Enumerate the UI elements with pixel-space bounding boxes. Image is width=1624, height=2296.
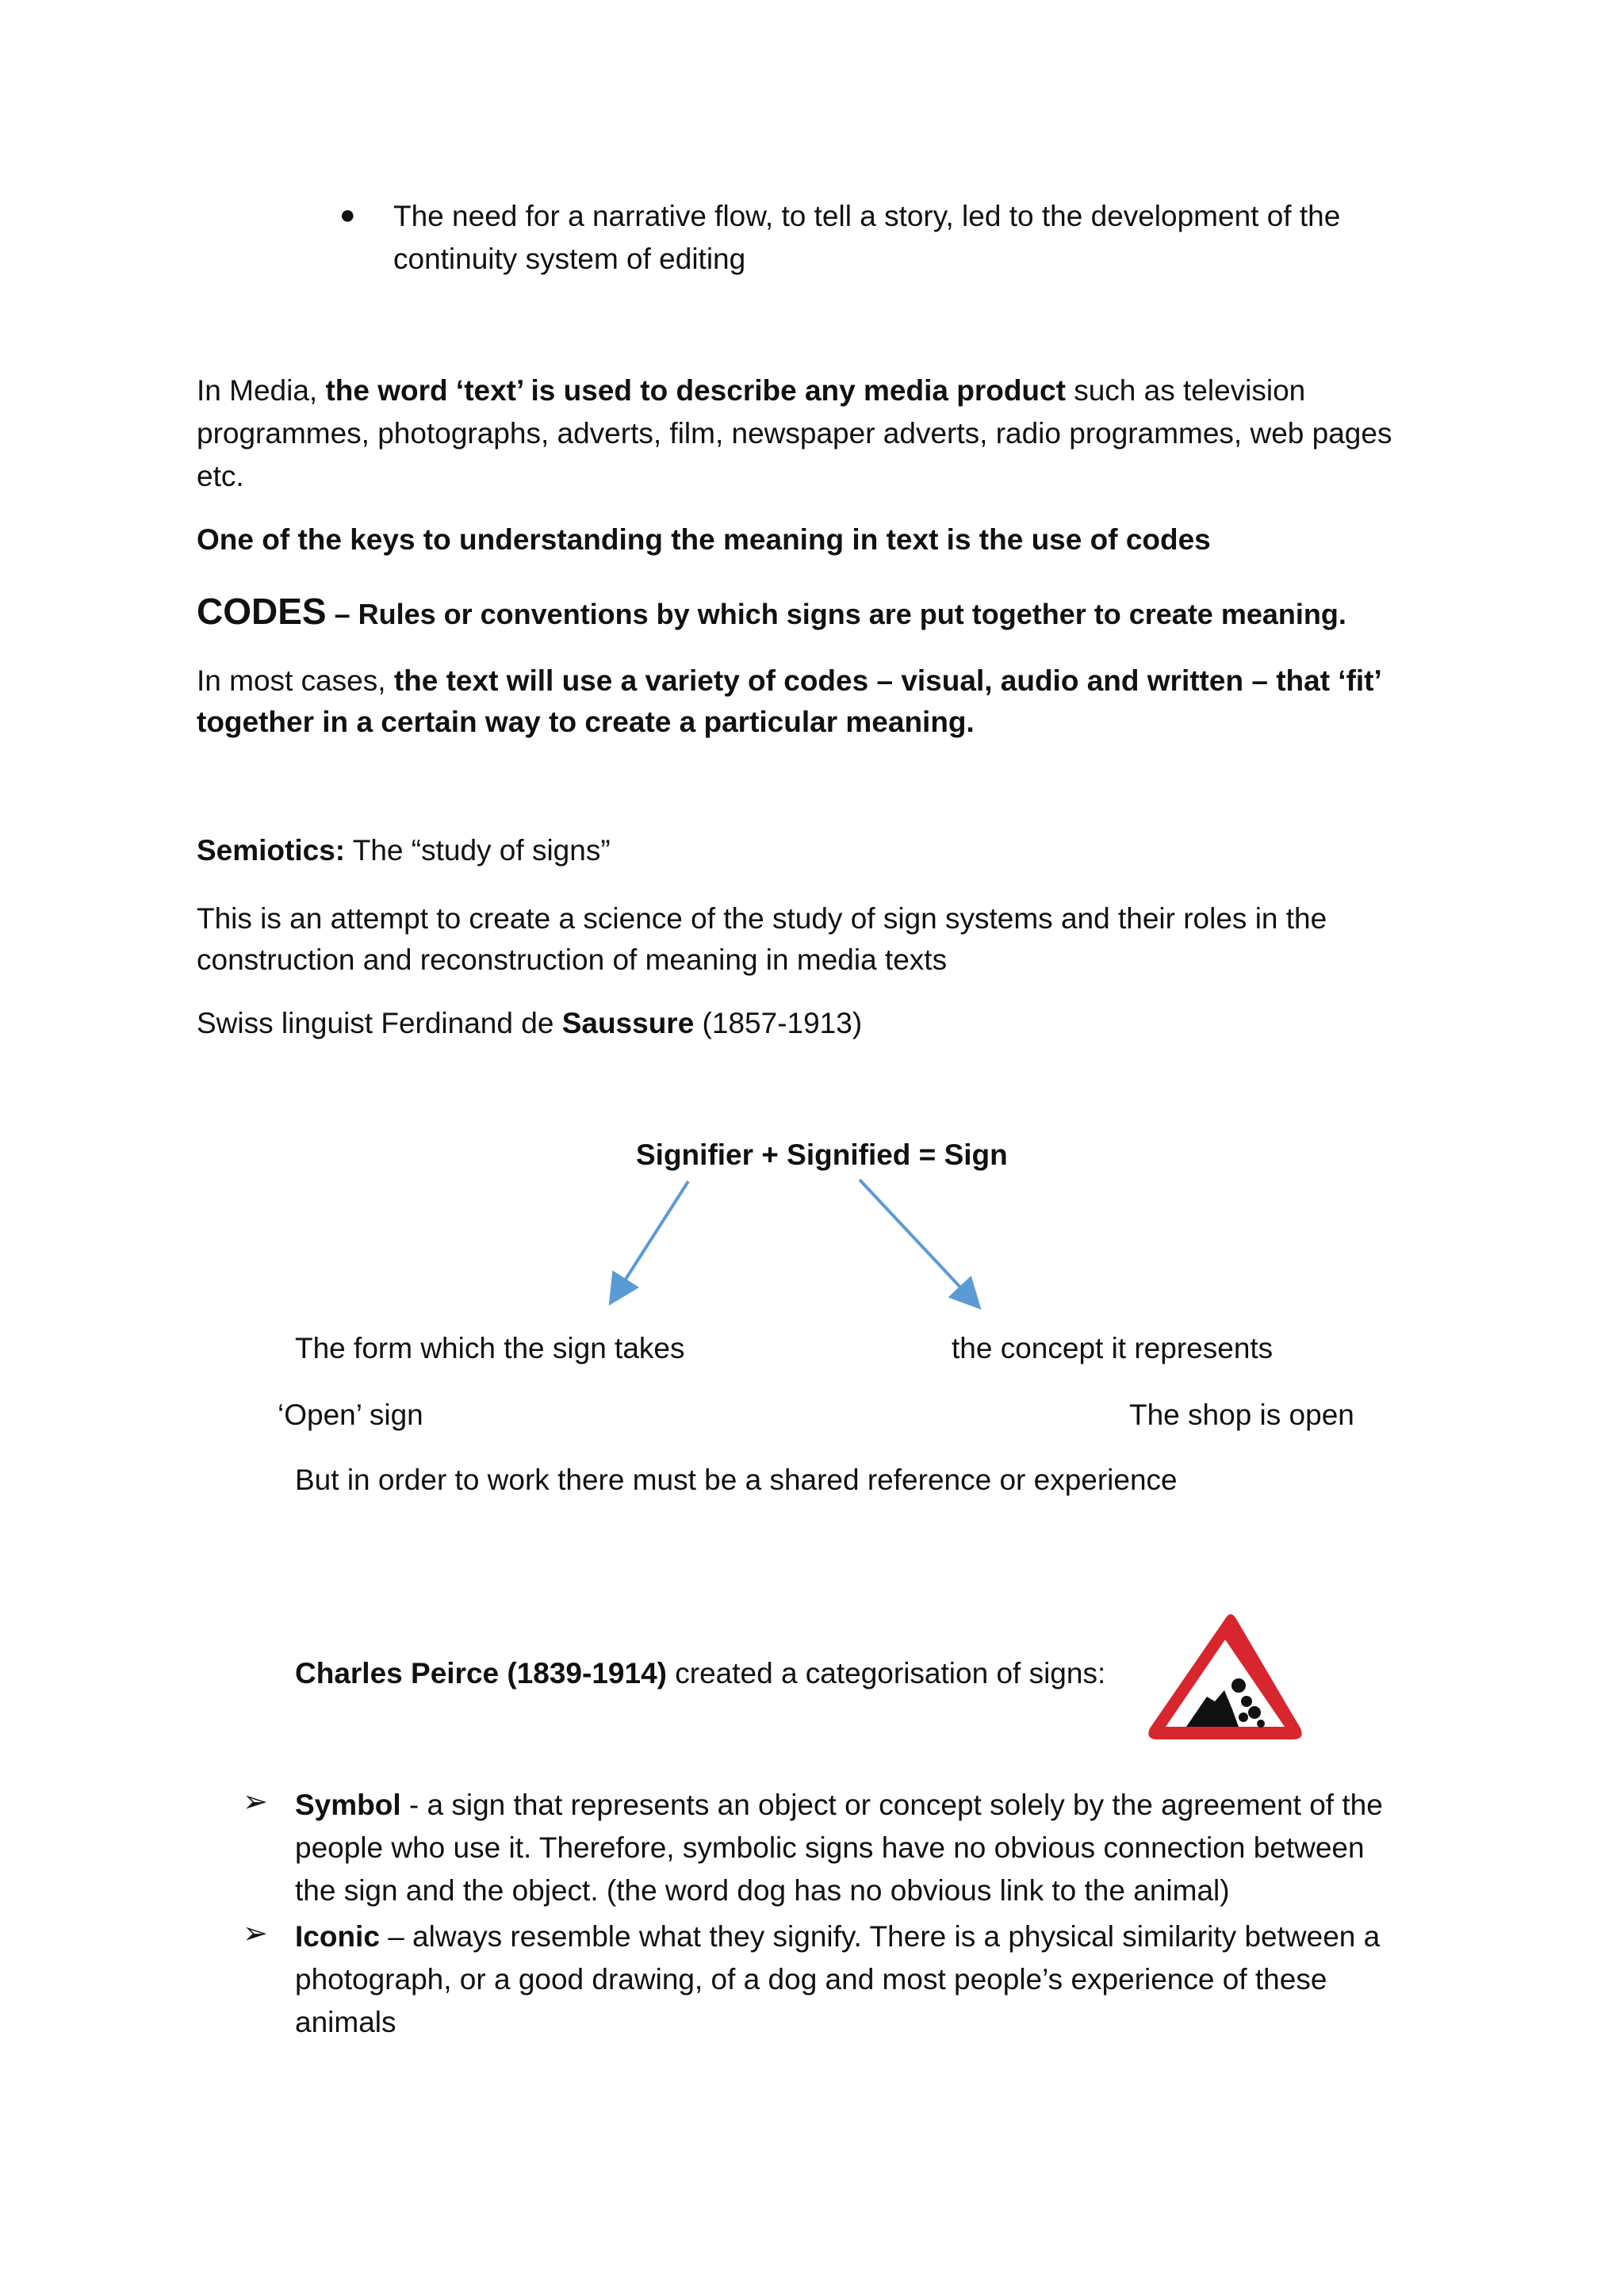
iconic-term: Iconic (295, 1920, 380, 1953)
attempt-line-1: This is an attempt to create a science of the study of sign systems and their roles in the (197, 902, 1327, 935)
media-para-prefix: In Media, (197, 374, 326, 407)
bullet-dot: ● (339, 200, 356, 230)
most-cases-bold-1: the text will use a variety of codes – visual, audio and written – that ‘fit’ (393, 664, 1382, 697)
signified-arrow (860, 1180, 977, 1305)
attempt-line-2: construction and reconstruction of meaning in media texts (197, 943, 948, 976)
signifier-example: ‘Open’ sign (278, 1399, 423, 1431)
symbol-term: Symbol (295, 1789, 401, 1821)
saussure-name: Saussure (561, 1007, 695, 1039)
peirce-text: created a categorisation of signs: (666, 1657, 1106, 1689)
iconic-line-2: photograph, or a good drawing, of a dog and most people’s experience of these (295, 1963, 1327, 1996)
saussure-suffix: (1857-1913) (694, 1007, 863, 1039)
peirce-name: Charles Peirce (1839-1914) (295, 1657, 667, 1689)
arrow-bullet-icon: ➢ (243, 1917, 268, 1950)
media-para-suffix: such as television (1065, 374, 1306, 407)
arrow-bullet-icon: ➢ (243, 1785, 268, 1819)
codes-rest: – Rules or conventions by which signs are put together to create meaning. (326, 598, 1346, 630)
media-para-bold: the word ‘text’ is used to describe any media product (325, 374, 1066, 407)
symbol-line-3: the sign and the object. (the word dog has no obvious link to the animal) (295, 1874, 1230, 1907)
iconic-line-3: animals (295, 2006, 396, 2038)
symbol-line-1-text: - a sign that represents an object or concept solely by the agreement of the (400, 1789, 1383, 1821)
shared-reference-note: But in order to work there must be a shared reference or experience (295, 1464, 1178, 1496)
media-para-line-2: programmes, photographs, adverts, film, newspaper adverts, radio programmes, web pages (197, 417, 1392, 450)
most-cases-line-2: together in a certain way to create a particular meaning. (197, 706, 975, 738)
symbol-line-1 (295, 1784, 1383, 1827)
signifier-label: The form which the sign takes (295, 1332, 685, 1364)
saussure-prefix: Swiss linguist Ferdinand de (197, 1007, 562, 1039)
iconic-line-1-text: – always resemble what they signify. There is a physical similarity between a (379, 1920, 1381, 1953)
peirce-line (295, 1652, 1105, 1695)
media-para-line-3: etc. (197, 460, 244, 492)
symbol-line-2: people who use it. Therefore, symbolic signs have no obvious connection between (295, 1831, 1365, 1864)
signified-example: The shop is open (1129, 1399, 1354, 1431)
semiotics-label: Semiotics: (197, 834, 346, 867)
sign-equation: Signifier + Signified = Sign (636, 1138, 1008, 1171)
semiotics-text: The “study of signs” (345, 834, 611, 867)
signified-label: the concept it represents (952, 1332, 1274, 1364)
intro-bullet-line-1: The need for a narrative flow, to tell a story, led to the development of the (393, 200, 1341, 232)
intro-bullet-line-2: continuity system of editing (393, 243, 746, 275)
codes-head: CODES (197, 591, 327, 632)
most-cases-prefix: In most cases, (197, 664, 394, 697)
keys-heading: One of the keys to understanding the meaning in text is the use of codes (197, 523, 1211, 556)
iconic-line-1 (295, 1915, 1380, 1958)
falling-rocks-warning-sign-icon (1142, 1608, 1308, 1747)
signifier-arrow (612, 1181, 688, 1300)
